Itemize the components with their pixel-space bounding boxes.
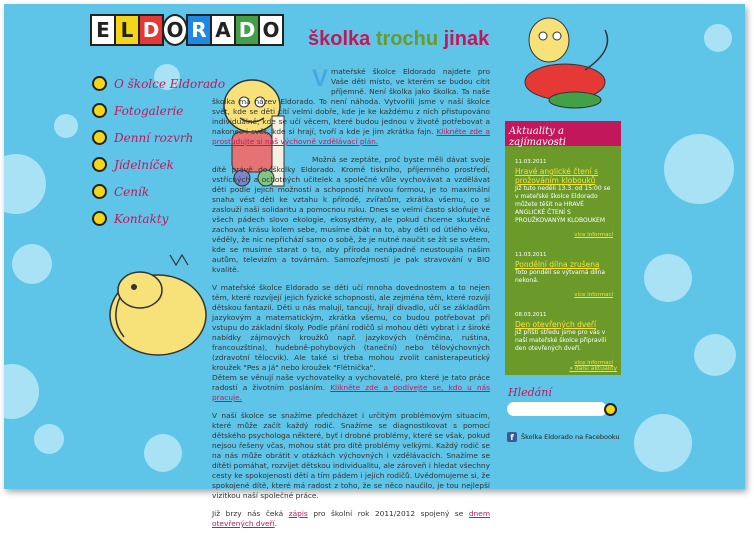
news-date: 11.03.2011 — [515, 252, 547, 258]
news-text: Toto pondělí se výtvarná dílna nekoná. — [515, 269, 606, 284]
activities-paragraph — [212, 283, 490, 403]
bg-bubble — [694, 334, 736, 376]
why-text: Možná se zeptáte, proč byste měli dávat svoje dítě právě do školky Eldorado. Kromě tiskního, příjemného prostředí, vstřícných a ochotných učitelek a společné vůle vychovávat a vzdělávat děti podle jejich možností a schopností hravou formou, je to maximální snaha vést děti ke vztahu k přírodě, zvířatům, zkrátka všemu, co si zaslouží naši solidaritu a pomocnou ruku. Dnes se velmi často skloňuje ve všech pádech slovo ekologie, ekosystémy, ale pokud chceme skutečně zachovat krásu kolem sebe, musíme dbát na to, aby děti od útlého věku, věděly, že nic nepřichází samo o sobě, že je nutné naučit se žít se světem, kde se musíme starat o to, aby příroda nenápadně neustoupila našim autům, televizím a továrnám. Samozřejmostí je pak stravování v BIO kvalitě. — [212, 155, 490, 274]
nav-label: Denní rozvrh — [114, 130, 194, 145]
bg-bubble — [12, 244, 52, 284]
nav-item-kontakty[interactable] — [92, 205, 225, 232]
bg-bubble — [144, 434, 182, 472]
search-input[interactable] — [507, 402, 607, 416]
logo-letter: L — [114, 14, 140, 46]
logo-letter: D — [138, 14, 164, 46]
search-label: Hledání — [508, 386, 552, 399]
news-headline-link[interactable]: Hravé anglické čtení s prožováním klobouků — [515, 167, 599, 185]
facebook-link[interactable] — [507, 432, 620, 442]
problems-paragraph — [212, 411, 490, 501]
news-title: Aktuality a zajímavosti — [505, 121, 621, 146]
staff-link[interactable]: Klikněte zde a podívejte se, kdo u nás pracuje. — [212, 383, 490, 402]
logo-letter: E — [90, 14, 116, 46]
enrollment-text: . — [274, 519, 277, 528]
news-item — [515, 311, 613, 367]
nav-label: O školce Eldorado — [114, 76, 226, 91]
bullet-icon — [92, 103, 107, 118]
bg-bubble — [54, 114, 78, 138]
slogan-word: školka — [308, 28, 371, 50]
bg-bubble — [644, 254, 692, 302]
news-item — [515, 158, 613, 239]
main-nav — [92, 70, 225, 232]
news-text: Již příští středu jsme pro vás v naší mateřské školce připravili den otevřených dveří. — [515, 329, 607, 352]
nav-item-o-skolce[interactable] — [92, 70, 225, 97]
intro-text: mateřské školce Eldorado najdete pro Vaše děti místo, ve kterém se budou cítit příjemně. Není školka jako školka. Ta naše školka má název Eldorado. To není náhoda. Vytvořili jsme v naší školce svět, kde se děti cítí velmi dobře, kde je ke každému z nich přistupováno individuálně, kde se učí věcem, které budou jednou v životě potřebovat a nakonec i svět, kde si hrají, tvoří a kde je jim zkrátka fajn. — [212, 67, 490, 136]
eldorado-logo[interactable] — [90, 14, 282, 46]
news-headline-link[interactable]: Pondělní dílna zrušena — [515, 260, 600, 269]
bg-bubble — [664, 134, 734, 204]
nav-item-denni-rozvrh[interactable] — [92, 124, 225, 151]
bullet-icon — [92, 157, 107, 172]
bullet-icon — [92, 76, 107, 91]
open-day-link[interactable]: dnem otevřených dveří — [212, 509, 491, 528]
activities-text: V mateřské školce Eldorado se děti učí mnoha dovednostem a to nejen těm, které rozvíjejí jejich fyzické schopnosti, ale zejména těm, které rozvíjí dětskou fantazii. Děti u nás malují, tancují, hrají divadlo, učí se základům jazykovým a matematickým, zkrátka všemu, co budou potřebovat při vstupu do základní školy. Podle přání rodičů si mohou děti vybrat i z široké nabídky zájmových kroužků např. jazykových (němčina, ruština, francouzština), hudebně-pohybových (taneční) nebo tělovýchovných (zdravotní tělocvik). Ale také si třeba mohou zvolit canisterapeutický kroužek "Pes a já" nebo kroužek "Flétnička". — [212, 283, 490, 372]
intro-paragraph — [212, 67, 490, 147]
dropcap: V — [312, 65, 329, 92]
enrollment-paragraph — [212, 509, 490, 529]
news-more-link[interactable]: více informací — [574, 360, 613, 366]
slogan-word: jinak — [443, 28, 490, 50]
logo-letter: A — [210, 14, 236, 46]
nav-item-cenik[interactable] — [92, 178, 225, 205]
news-panel — [505, 121, 621, 375]
nav-label: Ceník — [114, 184, 150, 199]
bg-bubble — [4, 154, 46, 214]
staff-text: Dětem se věnují naše vychovatelky a vychovatelé, pro které je tato práce radostí a životním posláním. — [212, 373, 490, 392]
bg-bubble — [634, 414, 692, 472]
news-date: 08.03.2011 — [515, 312, 547, 318]
nav-label: Jídelníček — [114, 157, 174, 172]
slogan — [308, 28, 489, 51]
nav-label: Kontakty — [114, 211, 169, 226]
all-news-link[interactable]: » další aktuality — [569, 365, 617, 372]
news-text: Již tuto neděli 13.3. od 15:00 se v mateřské školce Eldorado můžete těšit na HRAVÉ ANGLICKÉ ČTENÍ S PROUŽKOVANÝM KLOBOUKEM — [515, 185, 611, 224]
main-content — [212, 67, 490, 537]
problems-text: V naší školce se snažíme předcházet i určitým problémovým situacím, které může začít každý rodič. Snažíme se diagnostikovat s pomocí dětského psychologa některé, byť i drobné problémy, které se však, pokud nejsou řešeny včas, mohou stát pro dítě problémy velkými. Každý rodič se na nás může obrátit v otázkách výchovných i vzdělávacích. Snažíme se dítěti pomáhat, rozvíjet dětskou individualitu, ale zároveň i hledat všechny cesty ke spokojenosti dětí a tím pádem i jejich rodičů. Uvědomujeme si, že spokojené dítě, které má radost z toho, že se něco naučilo, je tou nejlepší vizitkou naší společné práce. — [212, 411, 490, 500]
news-date: 11.03.2011 — [515, 159, 547, 165]
nav-item-jidelnicek[interactable] — [92, 151, 225, 178]
bg-bubble — [704, 24, 732, 52]
bullet-icon — [92, 211, 107, 226]
elephant-illustration — [100, 245, 210, 365]
bg-bubble — [4, 364, 39, 419]
logo-letter: O — [162, 14, 188, 46]
facebook-icon: f — [507, 432, 517, 442]
enrollment-link[interactable]: zápis — [288, 509, 308, 518]
news-more-link[interactable]: více informací — [574, 232, 613, 238]
logo-letter: R — [186, 14, 212, 46]
news-more-link[interactable]: více informací — [574, 292, 613, 298]
why-paragraph — [212, 155, 490, 275]
search-button[interactable] — [604, 403, 617, 416]
enrollment-text: pro školní rok 2011/2012 spojený se — [313, 509, 464, 518]
bg-bubble — [34, 424, 64, 454]
nav-item-fotogalerie[interactable] — [92, 97, 225, 124]
bird-illustration — [505, 10, 625, 118]
bullet-icon — [92, 130, 107, 145]
plan-link[interactable]: Klikněte zde a prostudujte si náš výchovně vzdělávací plán. — [212, 127, 490, 146]
logo-letter: O — [258, 14, 284, 46]
news-item — [515, 251, 613, 299]
facebook-label: Školka Eldorado na Facebooku — [521, 433, 620, 441]
nav-label: Fotogalerie — [114, 103, 184, 118]
slogan-word: trochu — [375, 28, 439, 50]
news-headline-link[interactable]: Den otevřených dveří — [515, 320, 597, 329]
enrollment-text: Již brzy nás čeká — [212, 509, 284, 518]
logo-letter: D — [234, 14, 260, 46]
bullet-icon — [92, 184, 107, 199]
